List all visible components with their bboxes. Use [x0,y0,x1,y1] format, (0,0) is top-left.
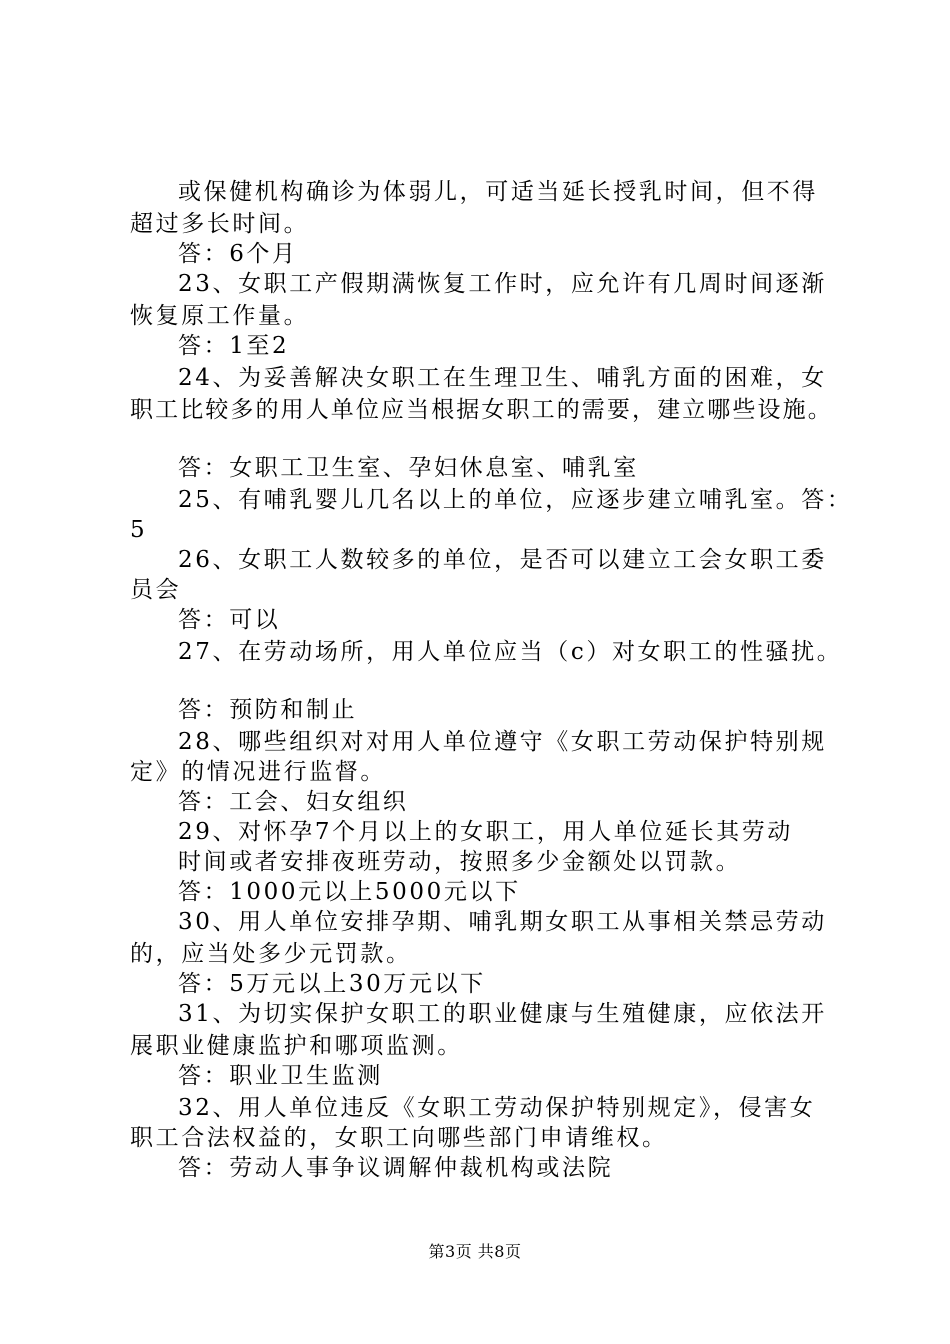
question-line: 32、用人单位违反《女职工劳动保护特别规定》，侵害女 [178,1095,816,1121]
text-line: 时间或者安排夜班劳动，按照多少金额处以罚款。 [178,849,742,875]
question-line: 29、对怀孕7个月以上的女职工，用人单位延长其劳动 [178,819,793,845]
text-line: 超过多长时间。 [130,211,310,237]
page-footer: 第3页 共8页 [428,1242,522,1261]
question-line: 27、在劳动场所，用人单位应当（c）对女职工的性骚扰。 [178,639,843,665]
answer-line: 答：1至2 [178,333,290,359]
answer-line: 答：女职工卫生室、孕妇休息室、哺乳室 [178,455,639,481]
answer-line: 答：5万元以上30万元以下 [178,971,486,997]
text-line: 或保健机构确诊为体弱儿，可适当延长授乳时间，但不得 [178,179,818,205]
text-line: 定》的情况进行监督。 [130,759,386,785]
question-line: 31、为切实保护女职工的职业健康与生殖健康，应依法开 [178,1001,827,1027]
text-line: 职工合法权益的，女职工向哪些部门申请维权。 [130,1125,668,1151]
text-line: 恢复原工作量。 [130,303,310,329]
answer-line: 答：可以 [178,607,281,633]
text-line: 5 [130,517,148,543]
answer-line: 答：预防和制止 [178,697,358,723]
question-line: 23、女职工产假期满恢复工作时，应允许有几周时间逐渐 [178,271,827,297]
question-line: 28、哪些组织对对用人单位遵守《女职工劳动保护特别规 [178,729,827,755]
answer-line: 答：职业卫生监测 [178,1063,383,1089]
answer-line: 答：1000元以上5000元以下 [178,879,521,905]
text-line: 职工比较多的用人单位应当根据女职工的需要，建立哪些设施。 [130,397,833,423]
question-line: 25、有哺乳婴儿几名以上的单位，应逐步建立哺乳室。答： [178,487,853,513]
answer-line: 答：6个月 [178,241,298,267]
answer-line: 答：工会、妇女组织 [178,789,409,815]
answer-line: 答：劳动人事争议调解仲裁机构或法院 [178,1155,614,1181]
question-line: 26、女职工人数较多的单位，是否可以建立工会女职工委 [178,547,827,573]
question-line: 30、用人单位安排孕期、哺乳期女职工从事相关禁忌劳动 [178,909,827,935]
question-line: 24、为妥善解决女职工在生理卫生、哺乳方面的困难，女 [178,365,827,391]
text-line: 员会 [130,577,182,603]
text-line: 的，应当处多少元罚款。 [130,941,412,967]
text-line: 展职业健康监护和哪项监测。 [130,1033,463,1059]
